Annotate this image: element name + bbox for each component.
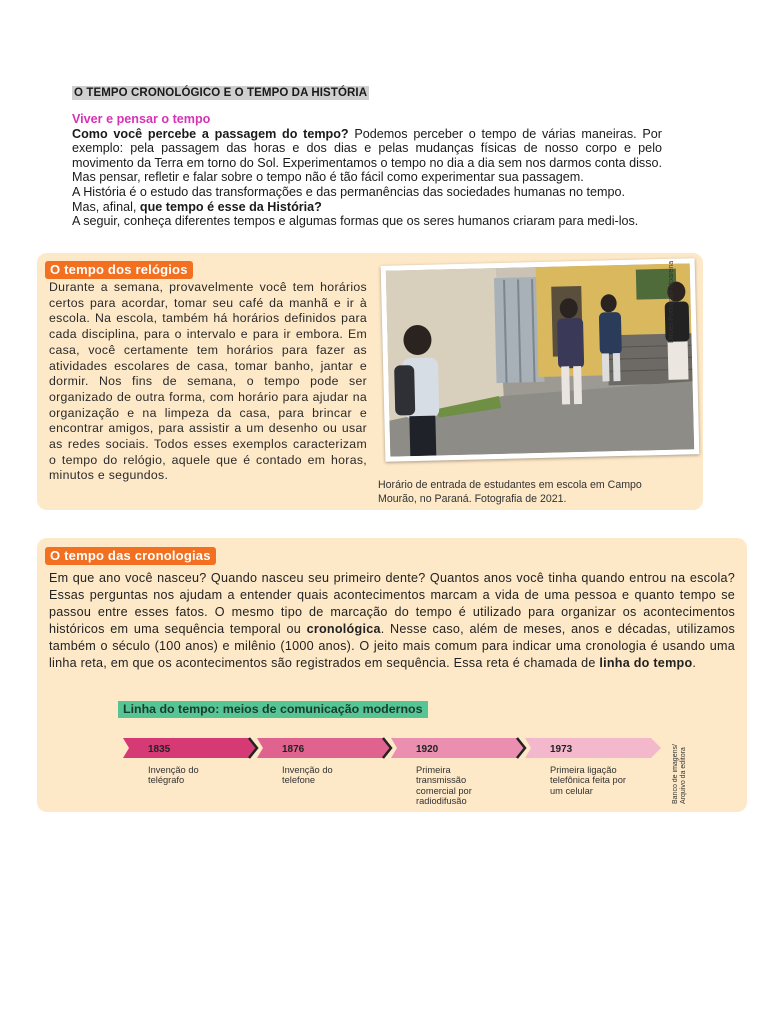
timeline-year-1973: 1973: [550, 744, 573, 755]
school-entrance-photo: [386, 263, 694, 456]
timeline-year-1876: 1876: [282, 744, 305, 755]
timeline-year-1920: 1920: [416, 744, 439, 755]
intro-paragraph-4: A seguir, conheça diferentes tempos e algumas formas que os seres humanos criaram para medi-los.: [72, 214, 639, 229]
clocks-text: Durante a semana, provavelmente você tem horários certos para acordar, tomar seu café da manhã e ir à escola. Na escola, também há horários definidos para cada disciplina, para o intervalo e para ir embora. Em casa, você certamente tem horários para fazer as atividades escolares de casa, tomar banho, jantar e dormir. Nos fins de semana, o tempo pode ser organizado de outra forma, com horário para ajudar na organização e na limpeza da casa, para brincar e encontrar amigos, para assistir a um desenho ou usar as redes sociais. Todos esses exemplos caracterizam o tempo do relógio, aquele que é contado em horas, minutos e segundos.: [49, 280, 367, 483]
timeline-desc-1920: Primeira transmissão comercial por radiodifusão: [416, 765, 472, 806]
chronology-text-1: Em que ano você nasceu? Quando nasceu seu primeiro dente? Quantos anos você tinha quando entrou na escola? Essas perguntas nos ajudam a entender quais acontecimentos marcam a vida de uma pessoa e quanto tempo se passou entre esses fatos. O mesmo tipo de marcação do tempo é utilizado para organizar os acontecimentos históricos em uma sequência temporal ou: [49, 571, 735, 637]
chronology-text: [49, 570, 735, 673]
photo-caption: Horário de entrada de estudantes em escola em Campo Mourão, no Paraná. Fotografia de 2021.: [378, 479, 642, 505]
timeline-segment-2: [257, 738, 391, 758]
chronology-box: [37, 538, 747, 812]
timeline-segment-3: [391, 738, 525, 758]
chronology-tag: O tempo das cronologias: [45, 547, 216, 565]
chronology-text-2: . Nesse caso, além de meses, anos e décadas, utilizamos também o século (100 anos) e milênio (1000 anos). O jeito mais comum para indicar uma cronologia é usando uma linha reta, em que os acontecimentos são registrados em sequência. Essa reta é chamada de: [49, 622, 735, 671]
timeline-title: Linha do tempo: meios de comunicação modernos: [118, 701, 428, 718]
intro-paragraph-2: A História é o estudo das transformações e das permanências das sociedades humanas no tempo.: [72, 184, 626, 199]
intro-p3-start: Mas, afinal,: [72, 199, 140, 214]
intro-section: [72, 112, 662, 229]
timeline-desc-1835: Invenção do telégrafo: [148, 765, 199, 786]
intro-lead-question: Como você percebe a passagem do tempo?: [72, 126, 349, 141]
intro-paragraph-1-text: Podemos perceber o tempo de várias maneiras. Por exemplo: pela passagem das horas e dos dias e pelas mudanças físicas de nosso corpo e pelo movimento da Terra em torno do Sol. Experimentamos o tempo no dia a dia sem nos darmos conta disso. Mas pensar, refletir e falar sobre o tempo não é tão fácil como experimentar sua passagem.: [72, 126, 662, 185]
timeline-year-1835: 1835: [148, 744, 171, 755]
chronology-text-3: .: [692, 656, 697, 671]
clocks-tag: O tempo dos relógios: [45, 261, 193, 279]
timeline-segment-1: [123, 738, 257, 758]
section-subtitle: Viver e pensar o tempo: [72, 112, 211, 126]
intro-paragraph-1: [72, 127, 662, 185]
clocks-box: [37, 253, 703, 510]
timeline-credit: Banco de imagens/ Arquivo da editora: [672, 744, 687, 804]
timeline-arrows: [123, 736, 663, 760]
school-photo: [381, 258, 700, 462]
term-linha-do-tempo: linha do tempo: [599, 656, 693, 671]
term-cronologica: cronológica: [306, 622, 381, 637]
intro-paragraph-3: [72, 200, 662, 215]
timeline-desc-1876: Invenção do telefone: [282, 765, 333, 786]
timeline-desc-1973: Primeira ligação telefônica feita por um celular: [550, 765, 626, 796]
intro-p3-bold: que tempo é esse da História?: [139, 199, 322, 214]
page-title: O TEMPO CRONOLÓGICO E O TEMPO DA HISTÓRIA: [74, 87, 368, 99]
photo-credit: Dirceu Portugal/Fotoarena: [668, 260, 675, 343]
timeline-segment-4: [525, 738, 661, 758]
